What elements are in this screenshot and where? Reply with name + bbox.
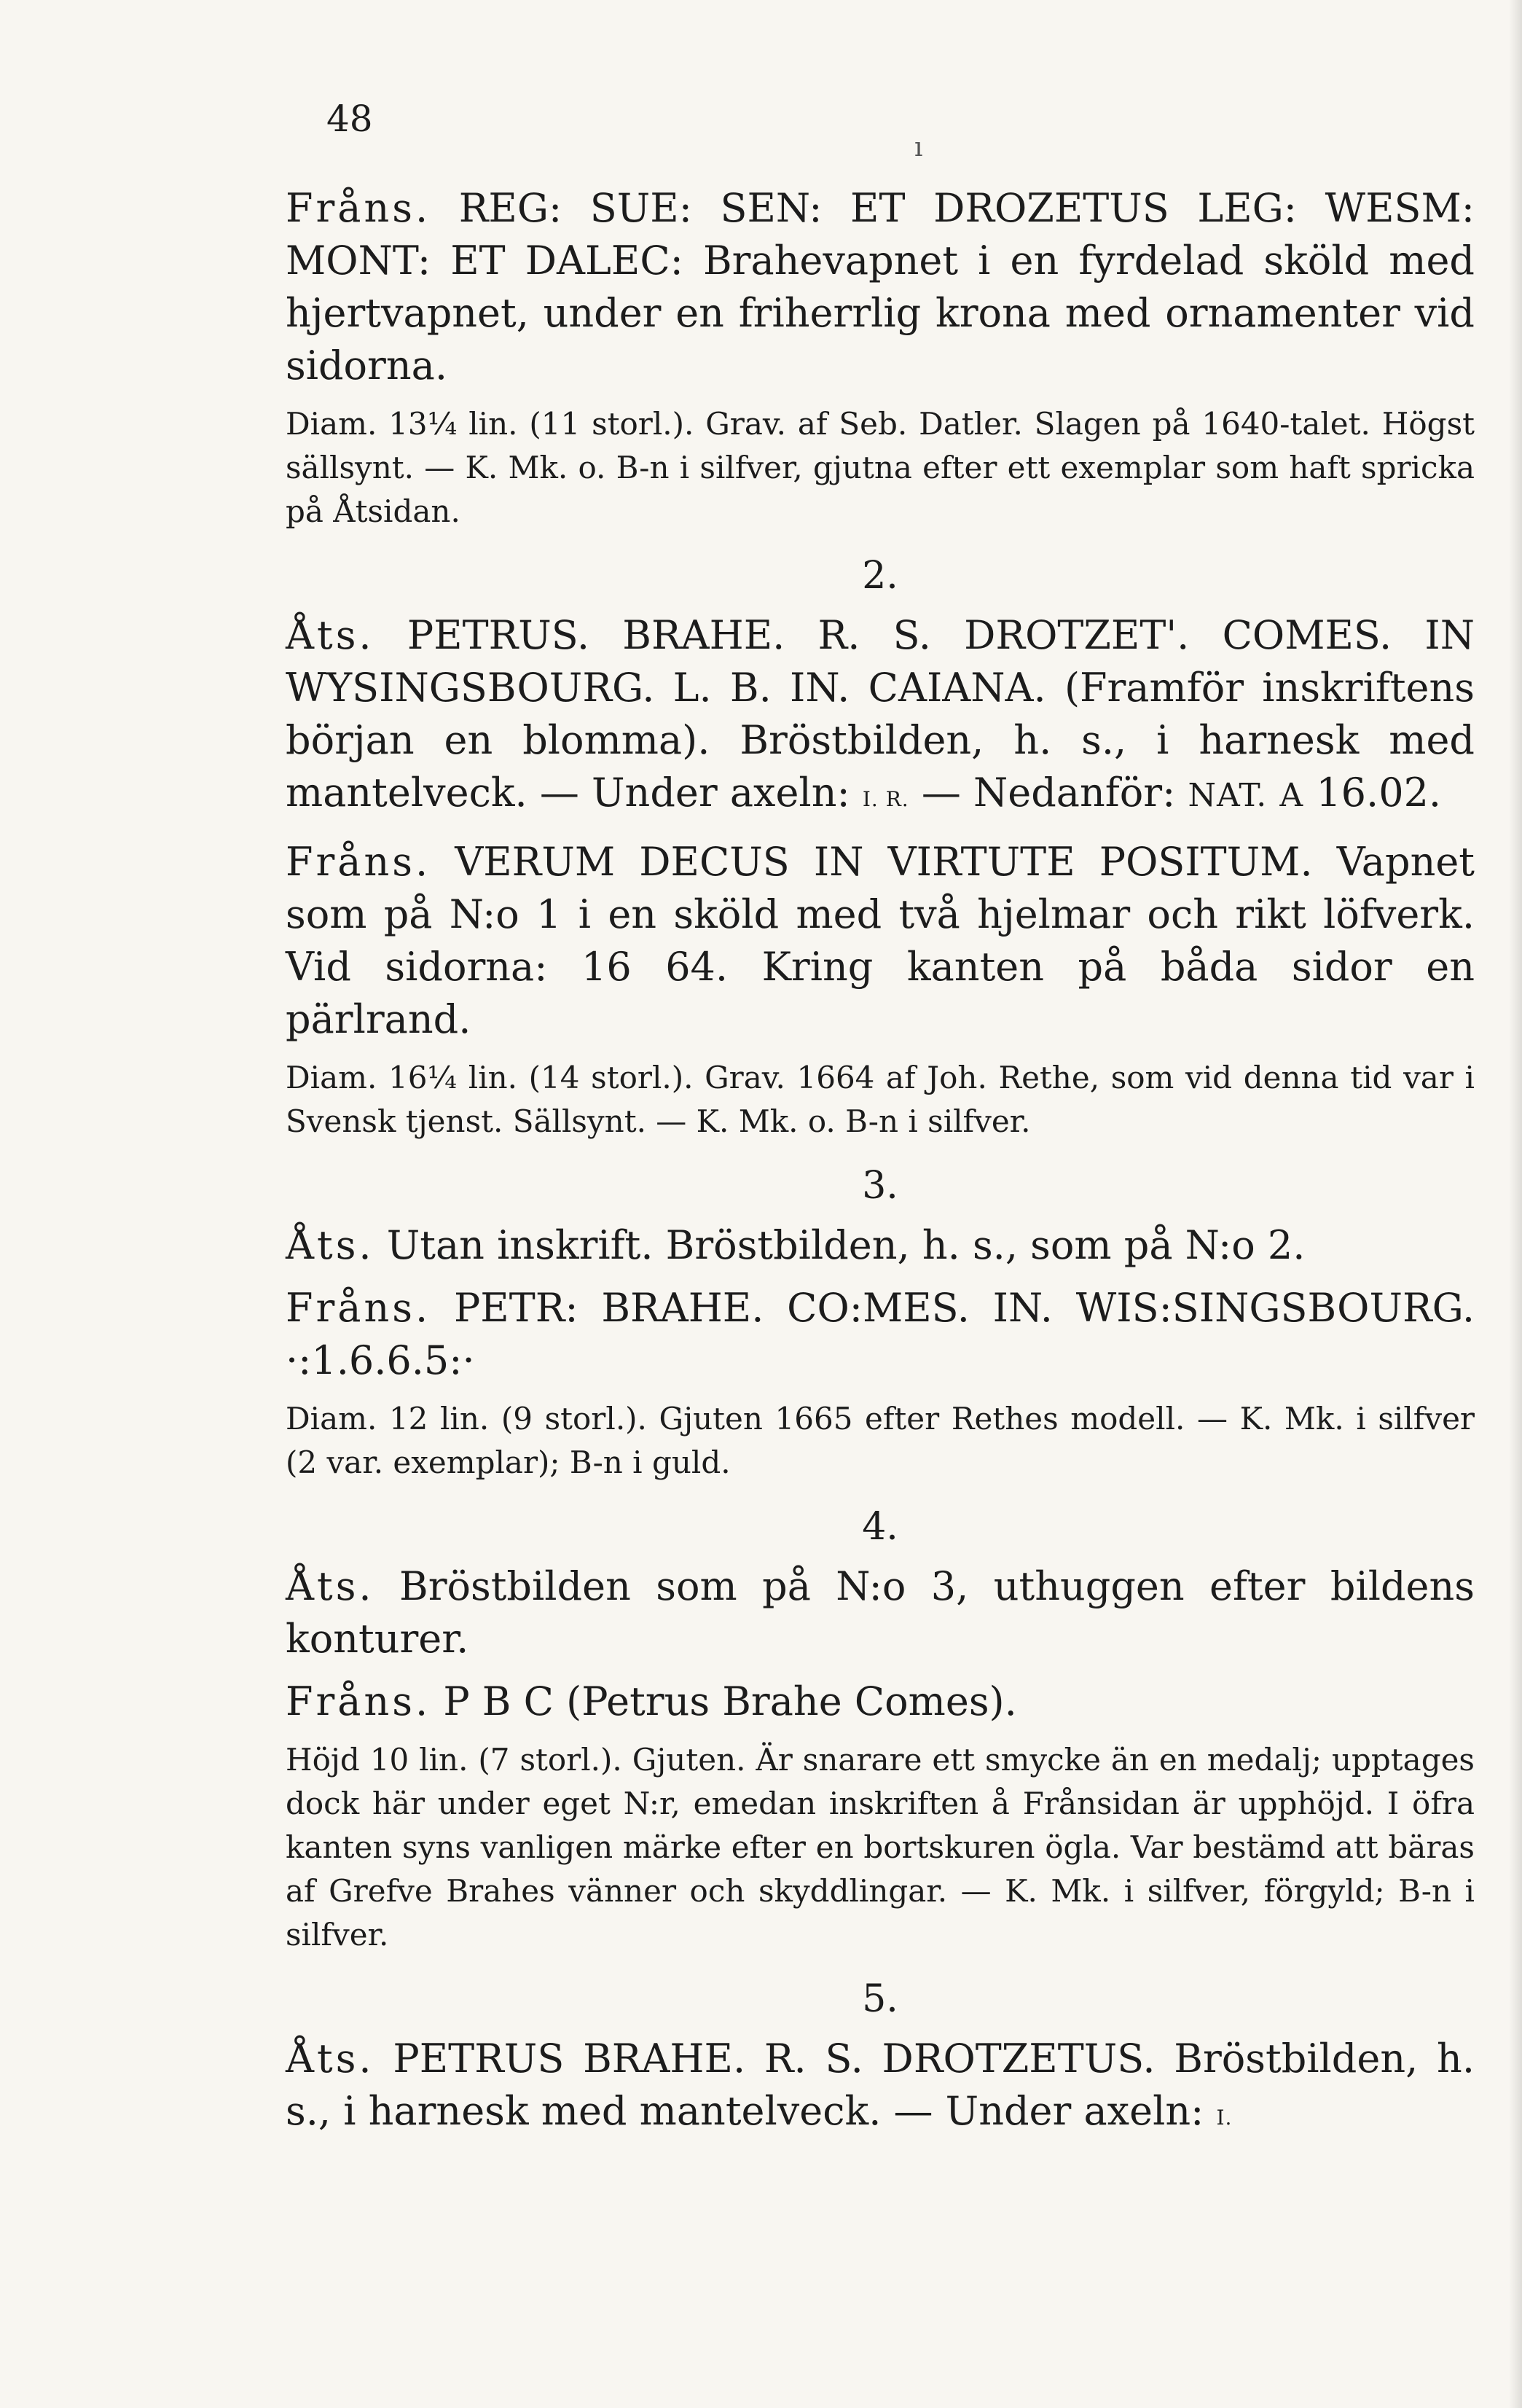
side-label: Åts. [286, 2036, 374, 2081]
note-1: Diam. 13¼ lin. (11 storl.). Grav. af Seb. Datler. Slagen på 1640-talet. Högst sällsynt. — K. Mk. o. B-n i silfver, gjutna efter ett exemplar som haft spricka på Åtsidan. [286, 406, 1475, 529]
under-axle-mark: I. R. [862, 787, 909, 811]
side-label: Fråns. [286, 1285, 431, 1331]
paragraph-text-mid: — Nedanför: [921, 770, 1176, 816]
side-label: Fråns. [286, 1678, 431, 1724]
paragraph-frans-4 [286, 1676, 1475, 1728]
paragraph-text: Bröstbilden som på N:o 3, uthuggen efter bildens konturer. [286, 1563, 1475, 1662]
stray-mark: ı [914, 133, 923, 163]
entry-number-4: 4. [862, 1505, 898, 1549]
paragraph-ats-5 [286, 2033, 1475, 2144]
paragraph-frans-2 [286, 836, 1475, 1046]
entry-number-3: 3. [862, 1164, 898, 1208]
side-label: Åts. [286, 1563, 374, 1609]
paragraph-text: REG: SUE: SEN: ET DROZETUS LEG: WESM: MONT: ET DALEC: Brahevapnet i en fyrdelad sköld med hjertvapnet, under en friherrlig krona med ornamenter vid sidorna. [286, 185, 1475, 388]
paragraph-text: PETR: BRAHE. CO:MES. IN. WIS:SINGSBOURG. ·:1.6.6.5:· [286, 1285, 1475, 1383]
paragraph-text: VERUM DECUS IN VIRTUTE POSITUM. Vapnet som på N:o 1 i en sköld med två hjelmar och rikt löfverk. Vid sidorna: 16 64. Kring kanten på båda sidor en pärlrand. [286, 839, 1475, 1042]
paragraph-text: P B C (Petrus Brahe Comes). [443, 1678, 1017, 1724]
note-3: Diam. 12 lin. (9 storl.). Gjuten 1665 efter Rethes modell. — K. Mk. i silfver (2 var. exemplar); B-n i guld. [286, 1401, 1475, 1480]
page-content [286, 182, 1475, 2144]
side-label: Åts. [286, 612, 374, 658]
side-label: Fråns. [286, 185, 431, 231]
paragraph-text: Utan inskrift. Bröstbilden, h. s., som på N:o 2. [386, 1222, 1306, 1268]
under-axle-mark: I. [1216, 2106, 1233, 2130]
paragraph-frans-1 [286, 182, 1475, 392]
entry-number-2: 2. [862, 554, 898, 598]
note-2: Diam. 16¼ lin. (14 storl.). Grav. 1664 af Joh. Rethe, som vid denna tid var i Svensk tjenst. Sällsynt. — K. Mk. o. B-n i silfver. [286, 1060, 1475, 1139]
paragraph-ats-3 [286, 1219, 1475, 1272]
paragraph-ats-2 [286, 609, 1475, 826]
date-mark: 16.02. [1316, 770, 1442, 816]
page-edge-shadow [1509, 0, 1522, 2408]
entry-number-5: 5. [862, 1977, 898, 2021]
paragraph-text: PETRUS BRAHE. R. S. DROTZETUS. Bröstbilden, h. s., i harnesk med mantelveck. — Under axeln: [286, 2036, 1475, 2134]
nat-mark: NAT. [1188, 777, 1268, 814]
paragraph-ats-4 [286, 1560, 1475, 1665]
paragraph-text: PETRUS. BRAHE. R. S. DROTZET'. COMES. IN WYSINGSBOURG. L. B. IN. CAIANA. (Framför inskriftens början en blomma). Bröstbilden, h. s., i harnesk med mantelveck. — Under axeln: [286, 612, 1475, 816]
side-label: Åts. [286, 1222, 374, 1268]
page-number: 48 [326, 98, 373, 140]
side-label: Fråns. [286, 839, 431, 885]
a-mark: A [1279, 777, 1304, 814]
paragraph-frans-3 [286, 1282, 1475, 1387]
note-4: Höjd 10 lin. (7 storl.). Gjuten. Är snarare ett smycke än en medalj; upptages dock här under eget N:r, emedan inskriften å Frånsidan är upphöjd. I öfra kanten syns vanligen märke efter en bortskuren ögla. Var bestämd att bäras af Grefve Brahes vänner och skyddlingar. — K. Mk. i silfver, förgyld; B-n i silfver. [286, 1742, 1475, 1952]
